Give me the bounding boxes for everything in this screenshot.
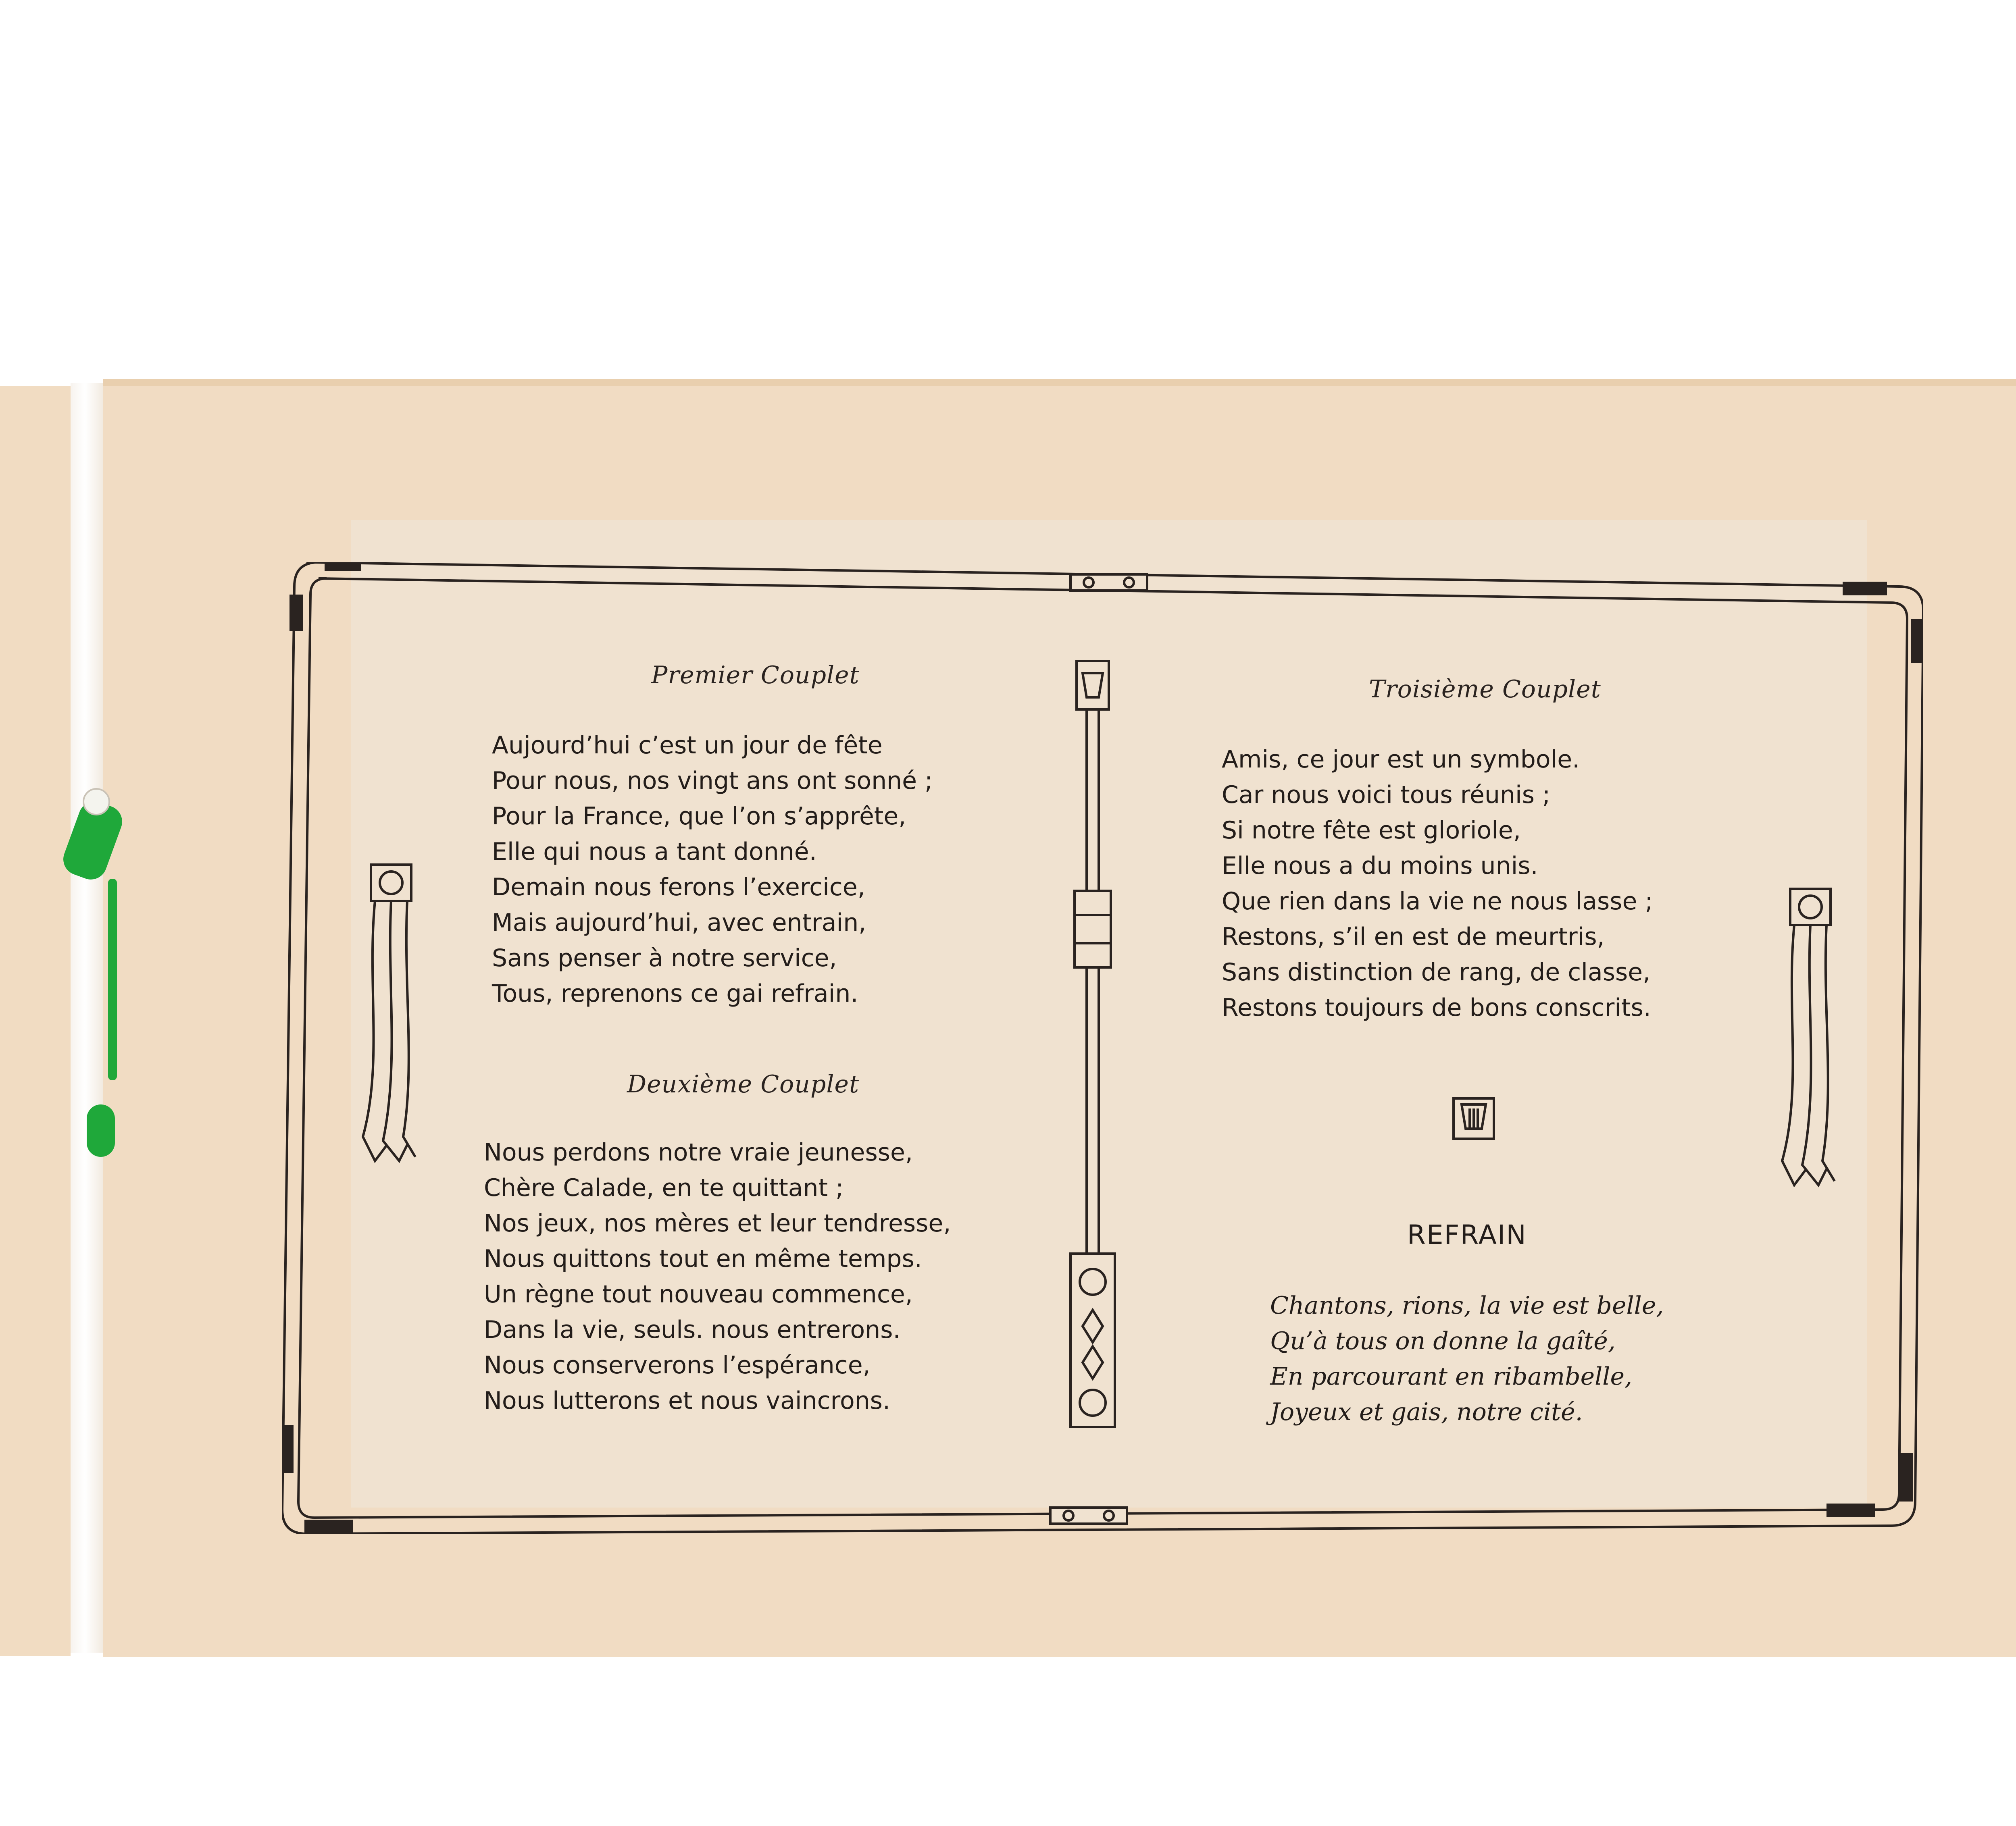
verse-line: Nous perdons notre vraie jeunesse, — [484, 1138, 913, 1167]
verse-line: Restons toujours de bons conscrits. — [1222, 994, 1651, 1022]
verse-line: Pour la France, que l’on s’apprête, — [492, 802, 906, 830]
verse-line: Tous, reprenons ce gai refrain. — [492, 980, 858, 1008]
verse-line: Restons, s’il en est de meurtris, — [1222, 923, 1605, 951]
verse-line: Aujourd’hui c’est un jour de fête — [492, 731, 883, 759]
lyre-emblem-icon — [1452, 1096, 1496, 1141]
verse-line: Un règne tout nouveau commence, — [484, 1280, 913, 1308]
verse-line: Nos jeux, nos mères et leur tendresse, — [484, 1209, 951, 1237]
verse-line: Dans la vie, seuls. nous entrerons. — [484, 1316, 901, 1344]
verse-line: Sans penser à notre service, — [492, 944, 837, 972]
verse-line: Car nous voici tous réunis ; — [1222, 781, 1551, 809]
verse-line: Elle nous a du moins unis. — [1222, 852, 1538, 880]
troisieme-couplet-verse — [1222, 742, 1653, 1025]
verse-line: Nous conserverons l’espérance, — [484, 1351, 871, 1379]
facing-page-edge — [0, 386, 71, 1656]
verse-line: Nous lutterons et nous vaincrons. — [484, 1387, 891, 1415]
binding-bead — [83, 788, 110, 815]
verse-line: Chère Calade, en te quittant ; — [484, 1174, 844, 1202]
premier-couplet-title: Premier Couplet — [651, 661, 860, 689]
verse-line: Sans distinction de rang, de classe, — [1222, 958, 1651, 986]
refrain-verse — [1270, 1288, 1664, 1430]
verse-line: Demain nous ferons l’exercice, — [492, 873, 865, 901]
binding-ribbon-bottom — [87, 1104, 115, 1157]
verse-line: Qu’à tous on donne la gaîté, — [1270, 1327, 1616, 1355]
deuxieme-couplet-title: Deuxième Couplet — [627, 1070, 860, 1098]
verse-line: Que rien dans la vie ne nous lasse ; — [1222, 887, 1653, 915]
verse-line: Pour nous, nos vingt ans ont sonné ; — [492, 767, 933, 795]
verse-line: Joyeux et gais, notre cité. — [1270, 1398, 1583, 1426]
verse-line: Elle qui nous a tant donné. — [492, 838, 817, 866]
tassel-ornament-icon — [1770, 887, 1843, 1193]
booklet-spine — [71, 383, 107, 1653]
verse-line: Amis, ce jour est un symbole. — [1222, 745, 1580, 774]
binding-ribbon-thread — [108, 879, 117, 1080]
verse-line: En parcourant en ribambelle, — [1270, 1362, 1633, 1391]
verse-line: Mais aujourd’hui, avec entrain, — [492, 909, 866, 937]
troisieme-couplet-title: Troisième Couplet — [1369, 675, 1601, 703]
tassel-ornament-icon — [351, 863, 423, 1169]
refrain-title: REFRAIN — [1407, 1219, 1527, 1250]
column-ornament-icon — [1064, 657, 1121, 1463]
verse-line: Nous quittons tout en même temps. — [484, 1245, 922, 1273]
verse-line: Si notre fête est gloriole, — [1222, 816, 1521, 844]
premier-couplet-verse — [492, 728, 933, 1011]
verse-line: Chantons, rions, la vie est belle, — [1270, 1292, 1664, 1320]
deuxieme-couplet-verse — [484, 1135, 951, 1418]
